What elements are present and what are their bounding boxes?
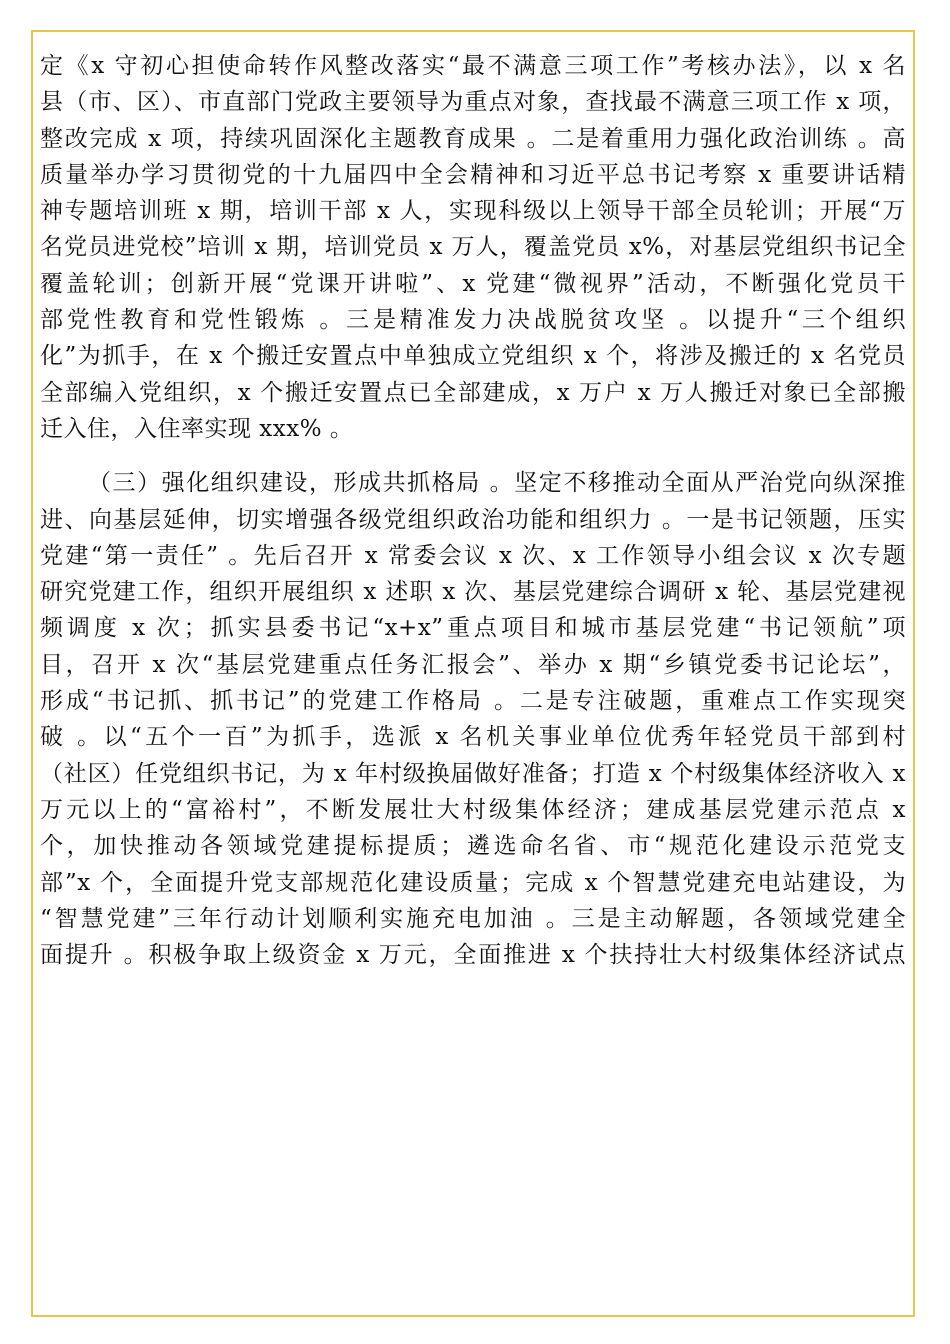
text-line: 研究党建工作，组织开展组织 x 述职 x 次、基层党建综合调研 x 轮、基层党建视 <box>40 579 906 606</box>
text-line: 频调度 x 次；抓实县委书记“x+x”重点项目和城市基层党建“书记领航”项 <box>40 615 906 642</box>
text-line: 全部编入党组织，x 个搬迁安置点已全部建成，x 万户 x 万人搬迁对象已全部搬 <box>40 379 906 406</box>
text-line: 万元以上的“富裕村”，不断发展壮大村级集体经济；建成基层党建示范点 x <box>40 796 906 823</box>
text-line: 形成“书记抓、抓书记”的党建工作格局 。二是专注破题，重难点工作实现突 <box>40 688 906 715</box>
text-line: 定《x 守初心担使命转作风整改落实“最不满意三项工作”考核办法》，以 x 名 <box>40 53 906 79</box>
text-line: 迁入住，入住率实现 xxx% 。 <box>40 415 354 442</box>
document-body <box>40 48 906 973</box>
text-line: 化”为抓手，在 x 个搬迁安置点中单独成立党组织 x 个，将涉及搬迁的 x 名党员 <box>40 343 906 370</box>
text-line: 质量举办学习贯彻党的十九届四中全会精神和习近平总书记考察 x 重要讲话精 <box>40 161 906 188</box>
text-line: 面提升 。积极争取上级资金 x 万元，全面推进 x 个扶持壮大村级集体经济试点 <box>40 942 906 969</box>
text-line: （三）强化组织建设，形成共抓格局 。坚定不移推动全面从严治党向纵深推 <box>88 470 906 497</box>
text-line: （社区）任党组织书记，为 x 年村级换届做好准备；打造 x 个村级集体经济收入 x <box>40 760 906 787</box>
text-line: 县（市、区）、市直部门党政主要领导为重点对象，查找最不满意三项工作 x 项， <box>40 89 906 116</box>
paragraph-spacing <box>40 447 906 465</box>
text-line: 部党性教育和党性锻炼 。三是精准发力决战脱贫攻坚 。以提升“三个组织 <box>40 307 906 334</box>
text-line: 神专题培训班 x 期，培训干部 x 人，实现科级以上领导干部全员轮训；开展“万 <box>40 198 906 225</box>
text-line: 覆盖轮训；创新开展“党课开讲啦”、x 党建“微视界”活动，不断强化党员干 <box>40 270 906 297</box>
text-line: 整改完成 x 项，持续巩固深化主题教育成果 。二是着重用力强化政治训练 。高 <box>40 125 906 152</box>
text-line: 名党员进党校”培训 x 期，培训党员 x 万人，覆盖党员 x%，对基层党组织书记全 <box>40 234 906 261</box>
text-line: “智慧党建”三年行动计划顺利实施充电加油 。三是主动解题，各领域党建全 <box>40 905 906 932</box>
text-line: 个，加快推动各领域党建提标提质；遴选命名省、市“规范化建设示范党支 <box>40 833 906 860</box>
text-line: 破 。以“五个一百”为抓手，选派 x 名机关事业单位优秀年轻党员干部到村 <box>40 724 906 751</box>
paragraph-organization-building <box>40 465 906 973</box>
paragraph-continuation <box>40 48 906 447</box>
text-line: 目，召开 x 次“基层党建重点任务汇报会”、举办 x 期“乡镇党委书记论坛”， <box>40 651 906 678</box>
text-line: 党建“第一责任” 。先后召开 x 常委会议 x 次、x 工作领导小组会议 x 次专题 <box>40 542 906 569</box>
text-line: 部”x 个，全面提升党支部规范化建设质量；完成 x 个智慧党建充电站建设，为 <box>40 869 906 896</box>
text-line: 进、向基层延伸，切实增强各级党组织政治功能和组织力 。一是书记领题，压实 <box>40 506 906 533</box>
